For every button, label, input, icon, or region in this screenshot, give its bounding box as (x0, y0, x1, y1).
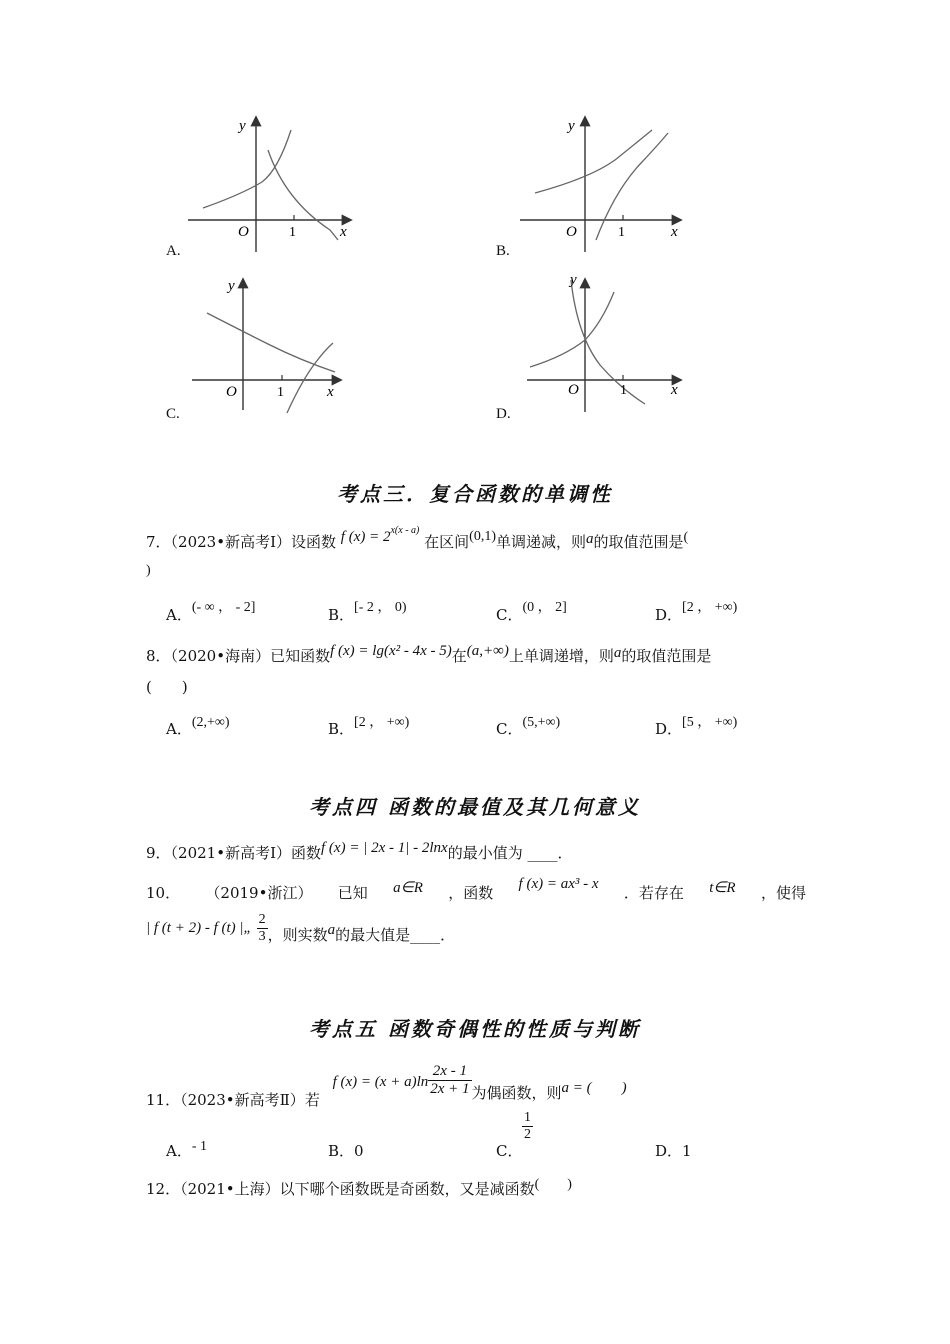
q10-text-6: 的最大值是____． (335, 926, 456, 944)
q11-choice-b (328, 1140, 364, 1161)
graph-c (192, 278, 340, 413)
q8-blank: ( ) (146, 678, 188, 696)
q8-var: a (613, 645, 622, 661)
q11-c-den: 2 (524, 1127, 531, 1142)
graph-c-y: y (228, 278, 235, 294)
q10-ineq: | f (t + 2) - f (t) |„ (146, 920, 252, 936)
graph-d (527, 272, 680, 412)
graph-c-origin: O (226, 384, 237, 400)
graph-d-tick: 1 (620, 383, 627, 398)
q8-text-2: 在 (451, 647, 467, 665)
q7-interval: (0,1) (469, 529, 496, 544)
q11-frac-num: 2x - 1 (428, 1063, 471, 1081)
q9-text-2: 的最小值为 (447, 844, 523, 862)
q7-exp: x(x - a) (390, 525, 420, 536)
q7-d-value: [2 ， +∞) (682, 600, 738, 615)
q10-line-2 (146, 912, 455, 945)
q10-text-5: ，则实数 (267, 926, 328, 944)
question-7 (146, 525, 689, 552)
q11-c-letter: C． (496, 1142, 523, 1160)
q7-text-2: 在区间 (424, 533, 470, 551)
graph-c-tick: 1 (277, 385, 284, 400)
graph-b-y: y (568, 118, 575, 134)
q10-num: 10． (146, 884, 181, 902)
q11-text-1: 若 (304, 1090, 320, 1109)
q8-text-4: 的取值范围是 (621, 647, 712, 665)
q7-func: f (x) = 2 (340, 529, 391, 545)
q11-b-letter: B． (328, 1142, 355, 1160)
graph-a-label: A. (166, 243, 181, 259)
q7-num: 7． (146, 533, 171, 551)
graph-c-x: x (327, 384, 334, 400)
graph-b (520, 118, 680, 252)
q7-c-value: (0 ， 2] (522, 600, 567, 615)
graph-b-origin: O (566, 224, 577, 240)
graph-b-x: x (671, 224, 678, 240)
graph-c-label: C. (166, 406, 180, 422)
graph-a-y: y (239, 118, 246, 134)
q10-text-1: 已知 (337, 884, 368, 902)
q8-choice-d (655, 715, 738, 739)
q11-choice-c (496, 1140, 522, 1161)
q8-text-3: 上单调递增，则 (508, 647, 614, 665)
q7-paren-close: ) (146, 563, 151, 578)
q8-c-letter: C． (496, 720, 523, 738)
question-9 (146, 842, 573, 863)
q7-a-letter: A． (166, 606, 192, 624)
graph-d-label: D. (496, 406, 511, 422)
q12-num: 12． (146, 1180, 181, 1198)
q10-func: f (x) = ax³ - x (518, 876, 599, 892)
q11-a-letter: A． (166, 1142, 192, 1160)
q11-source: （2023•新高考Ⅱ） (180, 1090, 305, 1109)
q9-func: f (x) = | 2x - 1| - 2lnx (321, 840, 448, 856)
q7-text-3: 单调递减，则 (495, 533, 586, 551)
q7-text-4: 的取值范围是 (593, 533, 684, 551)
q10-source: （2019•浙江） (205, 884, 313, 902)
q7-text-1: 设函数 (291, 533, 337, 551)
q10-text-3: ．若存在 (623, 884, 684, 902)
q11-text-2: 为偶函数，则 (471, 1084, 562, 1102)
graph-a-tick: 1 (289, 225, 296, 240)
q10-frac-num: 2 (258, 912, 266, 927)
q8-a-letter: A． (166, 720, 192, 738)
q7-choice-c (496, 600, 567, 625)
q11-frac (428, 1063, 471, 1098)
graph-d-y: y (570, 272, 577, 288)
section-title-3: 考点三．复合函数的单调性 (337, 482, 613, 506)
graph-b-label: B. (496, 243, 510, 259)
q7-paren-open: ( (683, 530, 689, 545)
q8-b-letter: B． (328, 720, 355, 738)
q8-d-value: [5 ， +∞) (682, 715, 738, 730)
graph-svg (0, 0, 950, 440)
q7-b-value: [- 2 ， 0) (354, 600, 407, 615)
question-11 (146, 1053, 627, 1109)
q7-a-value: (- ∞ ， - 2] (191, 600, 256, 615)
q11-d-letter: D． (655, 1142, 683, 1160)
section-title-4: 考点四 函数的最值及其几何意义 (309, 795, 641, 819)
graph-b-tick: 1 (618, 225, 625, 240)
section-title-5: 考点五 函数奇偶性的性质与判断 (309, 1017, 641, 1041)
q10-cond2: t∈R (709, 880, 736, 896)
graph-d-origin: O (568, 382, 579, 398)
graph-d-x: x (671, 382, 678, 398)
q10-text-4: ，使得 (760, 884, 806, 902)
question-10 (146, 876, 806, 903)
q8-c-value: (5,+∞) (522, 715, 561, 730)
q8-interval: (a,+∞) (466, 643, 509, 659)
graph-a-origin: O (238, 224, 249, 240)
graph-a-x: x (340, 224, 347, 240)
q8-choice-c (496, 715, 561, 739)
q12-text-1: 以下哪个函数既是奇函数，又是减函数 (279, 1180, 535, 1198)
q9-text-1: 函数 (291, 844, 322, 862)
q8-d-letter: D． (655, 720, 683, 738)
q8-a-value: (2,+∞) (191, 715, 230, 730)
q10-frac-den: 3 (258, 929, 266, 944)
q8-num: 8． (146, 647, 171, 665)
graph-a (188, 118, 350, 252)
q8-choice-a (166, 715, 230, 739)
q10-text-2: ，函数 (448, 884, 494, 902)
q7-d-letter: D． (655, 606, 683, 624)
q12-blank: ( ) (534, 1177, 572, 1192)
q11-b-value: 0 (354, 1142, 364, 1160)
q11-c-num: 1 (524, 1110, 531, 1125)
q7-b-letter: B． (328, 606, 355, 624)
q7-var: a (586, 531, 594, 547)
q8-b-value: [2 ， +∞) (354, 715, 410, 730)
q11-frac-den: 2x + 1 (430, 1081, 470, 1097)
q9-source: （2021•新高考Ⅰ） (170, 844, 291, 862)
q10-frac (257, 912, 268, 945)
q10-cond1: a∈R (393, 880, 423, 896)
q8-func: f (x) = lg(x² - 4x - 5) (330, 643, 452, 659)
q11-func: f (x) = (x + a)ln (332, 1074, 429, 1090)
q11-d-value: 1 (682, 1142, 692, 1160)
graph-options (0, 0, 950, 440)
question-8 (146, 645, 711, 666)
q8-source: （2020•海南） (170, 647, 271, 665)
q12-source: （2021•上海） (180, 1180, 280, 1198)
q11-choice-a (166, 1140, 207, 1161)
q7-source: （2023•新高考Ⅰ） (170, 533, 291, 551)
q11-c-frac (522, 1110, 533, 1143)
q11-a-value: - 1 (191, 1139, 208, 1154)
q7-choice-b (328, 600, 407, 625)
q10-var: a (327, 922, 336, 938)
q9-num: 9． (146, 844, 171, 862)
q7-c-letter: C． (496, 606, 523, 624)
q11-choice-d (655, 1140, 692, 1161)
q9-blank: ____． (527, 844, 573, 862)
q11-ans: a = ( ) (561, 1080, 627, 1096)
question-12 (146, 1178, 572, 1199)
q8-text-1: 已知函数 (270, 647, 331, 665)
q11-num: 11． (146, 1090, 181, 1109)
q8-choice-b (328, 715, 410, 739)
q7-choice-d (655, 600, 738, 625)
q7-choice-a (166, 600, 256, 625)
